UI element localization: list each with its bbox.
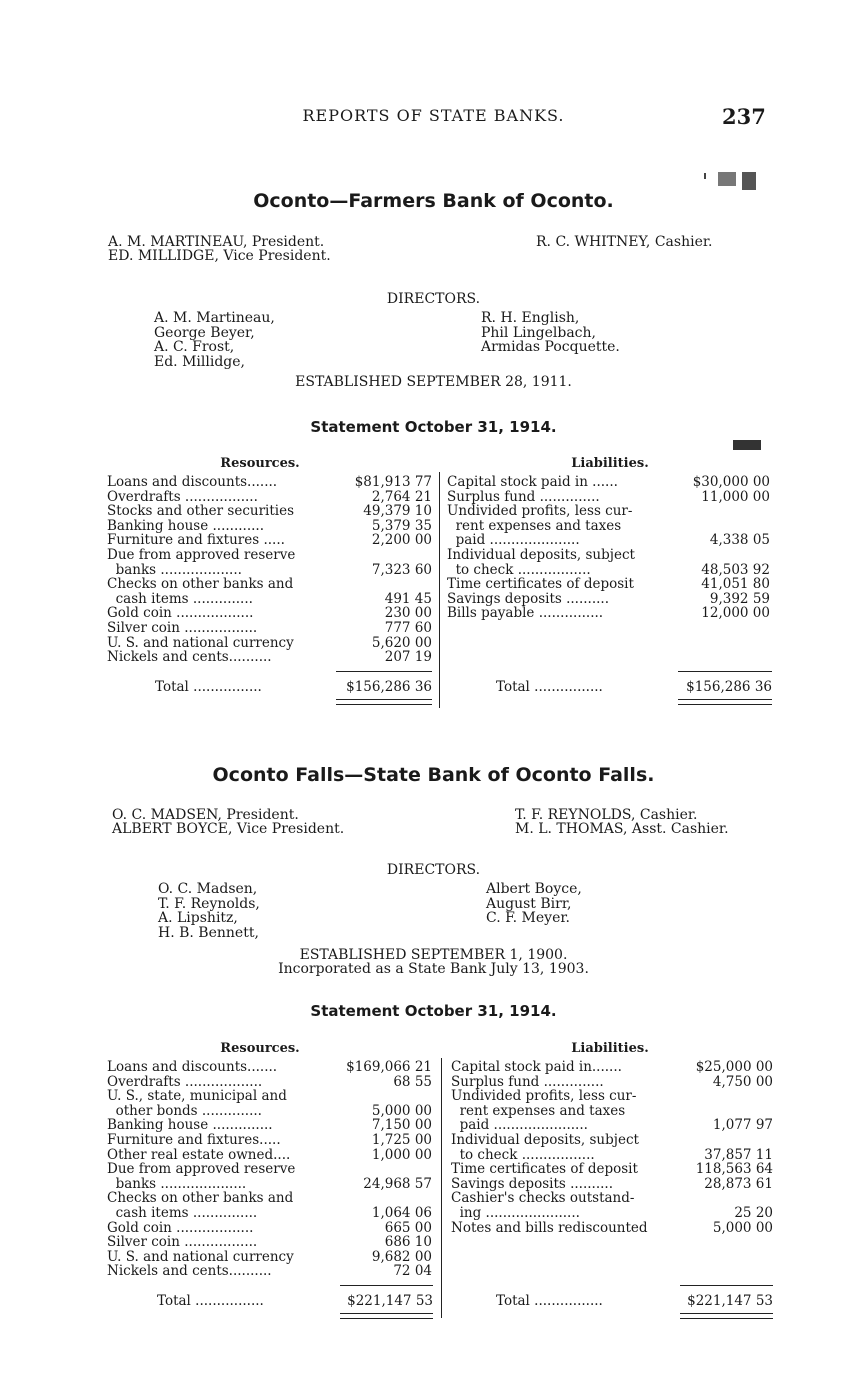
directors-right bbox=[481, 311, 620, 355]
director-name: O. C. Madsen, bbox=[158, 881, 258, 897]
double-rule bbox=[340, 1313, 433, 1319]
scan-mark bbox=[742, 172, 756, 190]
resource-row bbox=[107, 548, 432, 563]
resource-row bbox=[107, 650, 432, 665]
item-label: Overdrafts ................. bbox=[107, 488, 258, 505]
scan-mark bbox=[733, 440, 761, 450]
item-label: Stocks and other securities bbox=[107, 503, 295, 520]
incorporation-date: Incorporated as a State Bank July 13, 1903. bbox=[278, 961, 589, 977]
liability-row bbox=[451, 1104, 773, 1119]
resource-row bbox=[107, 1264, 432, 1279]
item-amount: 5,379 35 bbox=[371, 517, 432, 534]
liability-row bbox=[451, 1148, 773, 1163]
item-label: Gold coin .................. bbox=[107, 1219, 254, 1236]
item-amount: 7,150 00 bbox=[371, 1117, 432, 1134]
liabilities-heading: Liabilities. bbox=[571, 456, 649, 471]
double-rule bbox=[336, 699, 432, 705]
established-date: ESTABLISHED SEPTEMBER 1, 1900. bbox=[299, 947, 568, 963]
liability-row bbox=[451, 1221, 773, 1236]
director-name: Ed. Millidge, bbox=[154, 353, 245, 370]
director-name: Albert Boyce, bbox=[486, 881, 582, 897]
director-name: George Beyer, bbox=[154, 324, 255, 341]
item-label: Individual deposits, subject bbox=[451, 1132, 639, 1148]
liability-row bbox=[451, 1162, 773, 1177]
item-label: Individual deposits, subject bbox=[447, 547, 635, 563]
resource-row bbox=[107, 1060, 432, 1075]
total-label: Total ................ bbox=[155, 679, 262, 695]
resource-row bbox=[107, 1118, 432, 1133]
item-amount: 24,968 57 bbox=[363, 1175, 432, 1192]
liability-row bbox=[447, 519, 770, 534]
resource-row bbox=[107, 621, 432, 636]
resource-row bbox=[107, 592, 432, 607]
scan-mark bbox=[718, 172, 736, 186]
total-label: Total ................ bbox=[496, 1293, 603, 1309]
liability-row bbox=[447, 504, 770, 519]
directors-heading: DIRECTORS. bbox=[386, 862, 481, 878]
liability-row bbox=[447, 606, 770, 621]
item-label: ing ...................... bbox=[451, 1205, 580, 1221]
resource-row bbox=[107, 1177, 432, 1192]
item-amount: 1,725 00 bbox=[371, 1132, 432, 1148]
item-amount: 4,750 00 bbox=[712, 1073, 773, 1090]
director-name: Armidas Pocquette. bbox=[481, 339, 620, 355]
item-label: Loans and discounts....... bbox=[107, 1059, 278, 1075]
directors-left bbox=[154, 311, 275, 369]
item-label: Nickels and cents.......... bbox=[107, 1263, 272, 1280]
item-label: paid ..................... bbox=[447, 532, 580, 549]
item-amount: 491 45 bbox=[384, 590, 432, 607]
double-rule bbox=[680, 1313, 773, 1319]
directors-left bbox=[158, 882, 260, 940]
item-label: Time certificates of deposit bbox=[447, 576, 634, 593]
item-amount: 72 04 bbox=[393, 1263, 432, 1280]
item-amount: 5,000 00 bbox=[371, 1102, 432, 1119]
resource-row bbox=[107, 1075, 432, 1090]
rule bbox=[336, 671, 432, 672]
item-amount: 37,857 11 bbox=[704, 1146, 773, 1163]
item-amount: 665 00 bbox=[384, 1219, 432, 1236]
resources-heading: Resources. bbox=[220, 1041, 300, 1056]
item-label: Notes and bills rediscounted bbox=[451, 1219, 648, 1236]
item-label: Cashier's checks outstand- bbox=[451, 1190, 635, 1207]
bank-title: Oconto—Farmers Bank of Oconto. bbox=[253, 190, 614, 212]
directors-heading: DIRECTORS. bbox=[386, 291, 481, 307]
liability-row bbox=[447, 533, 770, 548]
item-amount: $169,066 21 bbox=[346, 1059, 432, 1075]
total-label: Total ................ bbox=[157, 1293, 264, 1309]
total-amount: $156,286 36 bbox=[686, 679, 772, 695]
resource-row bbox=[107, 475, 432, 490]
resource-row bbox=[107, 504, 432, 519]
liability-row bbox=[447, 563, 770, 578]
liability-row bbox=[451, 1118, 773, 1133]
item-label: Due from approved reserve bbox=[107, 1161, 296, 1178]
officer-vice-president: ALBERT BOYCE, Vice President. bbox=[112, 821, 345, 837]
item-amount: 48,503 92 bbox=[701, 561, 770, 578]
total-label: Total ................ bbox=[496, 679, 603, 695]
bank-title: Oconto Falls—State Bank of Oconto Falls. bbox=[212, 764, 655, 786]
item-amount: 686 10 bbox=[384, 1234, 432, 1251]
item-label: Loans and discounts....... bbox=[107, 474, 278, 490]
item-label: Furniture and fixtures..... bbox=[107, 1132, 281, 1148]
item-label: Nickels and cents.......... bbox=[107, 649, 272, 666]
page-number: 237 bbox=[722, 104, 766, 129]
liability-row bbox=[451, 1133, 773, 1148]
item-amount: $30,000 00 bbox=[692, 474, 770, 490]
item-amount: 2,200 00 bbox=[371, 532, 432, 549]
rule bbox=[680, 1285, 773, 1286]
item-amount: 230 00 bbox=[384, 605, 432, 622]
resource-row bbox=[107, 636, 432, 651]
item-label: Capital stock paid in....... bbox=[451, 1059, 622, 1075]
total-amount: $221,147 53 bbox=[347, 1293, 433, 1309]
item-amount: 207 19 bbox=[384, 649, 432, 666]
item-amount: 777 60 bbox=[384, 620, 432, 636]
item-amount: 5,620 00 bbox=[371, 634, 432, 651]
resource-row bbox=[107, 1148, 432, 1163]
item-label: Silver coin ................. bbox=[107, 620, 258, 636]
resource-row bbox=[107, 490, 432, 505]
director-name: August Birr, bbox=[486, 895, 572, 912]
item-amount: $25,000 00 bbox=[695, 1059, 773, 1075]
item-label: Undivided profits, less cur- bbox=[451, 1088, 637, 1105]
resource-row bbox=[107, 1250, 432, 1265]
item-amount: 1,077 97 bbox=[712, 1117, 773, 1134]
item-label: Furniture and fixtures ..... bbox=[107, 532, 285, 549]
item-label: Other real estate owned.... bbox=[107, 1146, 291, 1163]
resource-row bbox=[107, 1191, 432, 1206]
item-label: rent expenses and taxes bbox=[447, 517, 622, 534]
director-name: A. Lipshitz, bbox=[158, 910, 238, 926]
officer-cashier: T. F. REYNOLDS, Cashier. bbox=[515, 807, 698, 823]
resource-row bbox=[107, 606, 432, 621]
item-label: other bonds .............. bbox=[107, 1102, 262, 1119]
item-amount: 4,338 05 bbox=[709, 532, 770, 549]
item-amount: 11,000 00 bbox=[701, 488, 770, 505]
item-label: banks .................... bbox=[107, 1175, 247, 1192]
resource-row bbox=[107, 1221, 432, 1236]
resource-row bbox=[107, 1206, 432, 1221]
running-header: REPORTS OF STATE BANKS. bbox=[302, 106, 565, 125]
total-amount: $156,286 36 bbox=[346, 679, 432, 695]
liability-row bbox=[451, 1060, 773, 1075]
director-name: C. F. Meyer. bbox=[486, 910, 570, 926]
item-amount: 25 20 bbox=[734, 1205, 773, 1221]
rule bbox=[678, 671, 772, 672]
director-name: H. B. Bennett, bbox=[158, 924, 259, 941]
item-label: cash items ............... bbox=[107, 1205, 258, 1221]
item-label: rent expenses and taxes bbox=[451, 1102, 626, 1119]
resource-row bbox=[107, 1162, 432, 1177]
statement-heading: Statement October 31, 1914. bbox=[310, 1002, 557, 1020]
officer-president: A. M. MARTINEAU, President. bbox=[108, 234, 325, 250]
officer-president: O. C. MADSEN, President. bbox=[112, 807, 299, 823]
item-label: paid ...................... bbox=[451, 1117, 588, 1134]
scan-mark bbox=[704, 173, 706, 179]
resource-row bbox=[107, 1089, 432, 1104]
item-amount: 2,764 21 bbox=[371, 488, 432, 505]
item-label: to check ................. bbox=[447, 561, 591, 578]
resource-row bbox=[107, 577, 432, 592]
item-amount: 9,392 59 bbox=[709, 590, 770, 607]
item-label: Silver coin ................. bbox=[107, 1234, 258, 1251]
item-label: Due from approved reserve bbox=[107, 547, 296, 563]
liability-row bbox=[447, 592, 770, 607]
liability-row bbox=[451, 1177, 773, 1192]
liability-row bbox=[447, 475, 770, 490]
officer-vice-president: ED. MILLIDGE, Vice President. bbox=[108, 248, 331, 264]
established-date: ESTABLISHED SEPTEMBER 28, 1911. bbox=[295, 374, 572, 390]
statement-heading: Statement October 31, 1914. bbox=[310, 418, 557, 436]
director-name: T. F. Reynolds, bbox=[158, 895, 260, 912]
item-label: cash items .............. bbox=[107, 590, 253, 607]
item-label: Bills payable ............... bbox=[447, 605, 604, 622]
directors-right bbox=[486, 882, 582, 926]
item-amount: 7,323 60 bbox=[371, 561, 432, 578]
item-label: U. S., state, municipal and bbox=[107, 1088, 287, 1105]
resources-heading: Resources. bbox=[220, 456, 300, 471]
liability-row bbox=[447, 577, 770, 592]
column-divider bbox=[439, 472, 440, 708]
liability-row bbox=[451, 1206, 773, 1221]
resource-row bbox=[107, 533, 432, 548]
item-amount: 68 55 bbox=[393, 1073, 432, 1090]
item-label: Banking house .............. bbox=[107, 1117, 273, 1134]
item-label: U. S. and national currency bbox=[107, 1248, 294, 1265]
item-label: Banking house ............ bbox=[107, 517, 265, 534]
item-label: Time certificates of deposit bbox=[451, 1161, 638, 1178]
item-label: Undivided profits, less cur- bbox=[447, 503, 633, 520]
item-amount: 1,064 06 bbox=[371, 1205, 432, 1221]
resource-row bbox=[107, 563, 432, 578]
rule bbox=[340, 1285, 433, 1286]
officer-asst-cashier: M. L. THOMAS, Asst. Cashier. bbox=[515, 821, 729, 837]
item-label: Overdrafts .................. bbox=[107, 1073, 263, 1090]
item-label: Surplus fund .............. bbox=[451, 1073, 604, 1090]
item-label: Checks on other banks and bbox=[107, 1190, 294, 1207]
item-label: Checks on other banks and bbox=[107, 576, 294, 593]
director-name: A. C. Frost, bbox=[154, 339, 235, 355]
director-name: R. H. English, bbox=[481, 310, 580, 326]
item-amount: 49,379 10 bbox=[363, 503, 432, 520]
resource-row bbox=[107, 1133, 432, 1148]
item-amount: 41,051 80 bbox=[701, 576, 770, 593]
liability-row bbox=[451, 1191, 773, 1206]
officer-cashier: R. C. WHITNEY, Cashier. bbox=[536, 234, 713, 250]
liability-row bbox=[451, 1089, 773, 1104]
item-label: Capital stock paid in ...... bbox=[447, 474, 618, 490]
item-amount: 1,000 00 bbox=[371, 1146, 432, 1163]
total-amount: $221,147 53 bbox=[687, 1293, 773, 1309]
item-label: banks ................... bbox=[107, 561, 242, 578]
item-amount: 12,000 00 bbox=[701, 605, 770, 622]
item-amount: 28,873 61 bbox=[704, 1175, 773, 1192]
item-amount: $81,913 77 bbox=[354, 474, 432, 490]
column-divider bbox=[441, 1058, 442, 1318]
liability-row bbox=[451, 1075, 773, 1090]
item-amount: 5,000 00 bbox=[712, 1219, 773, 1236]
director-name: Phil Lingelbach, bbox=[481, 324, 596, 341]
resource-row bbox=[107, 1235, 432, 1250]
item-amount: 118,563 64 bbox=[695, 1161, 773, 1178]
resource-row bbox=[107, 519, 432, 534]
item-label: Gold coin .................. bbox=[107, 605, 254, 622]
item-label: to check ................. bbox=[451, 1146, 595, 1163]
item-label: Savings deposits .......... bbox=[451, 1175, 613, 1192]
liability-row bbox=[447, 548, 770, 563]
item-label: Savings deposits .......... bbox=[447, 590, 609, 607]
resource-row bbox=[107, 1104, 432, 1119]
liability-row bbox=[447, 490, 770, 505]
item-label: U. S. and national currency bbox=[107, 634, 294, 651]
item-amount: 9,682 00 bbox=[371, 1248, 432, 1265]
director-name: A. M. Martineau, bbox=[154, 310, 275, 326]
double-rule bbox=[678, 699, 772, 705]
liabilities-heading: Liabilities. bbox=[571, 1041, 649, 1056]
item-label: Surplus fund .............. bbox=[447, 488, 600, 505]
